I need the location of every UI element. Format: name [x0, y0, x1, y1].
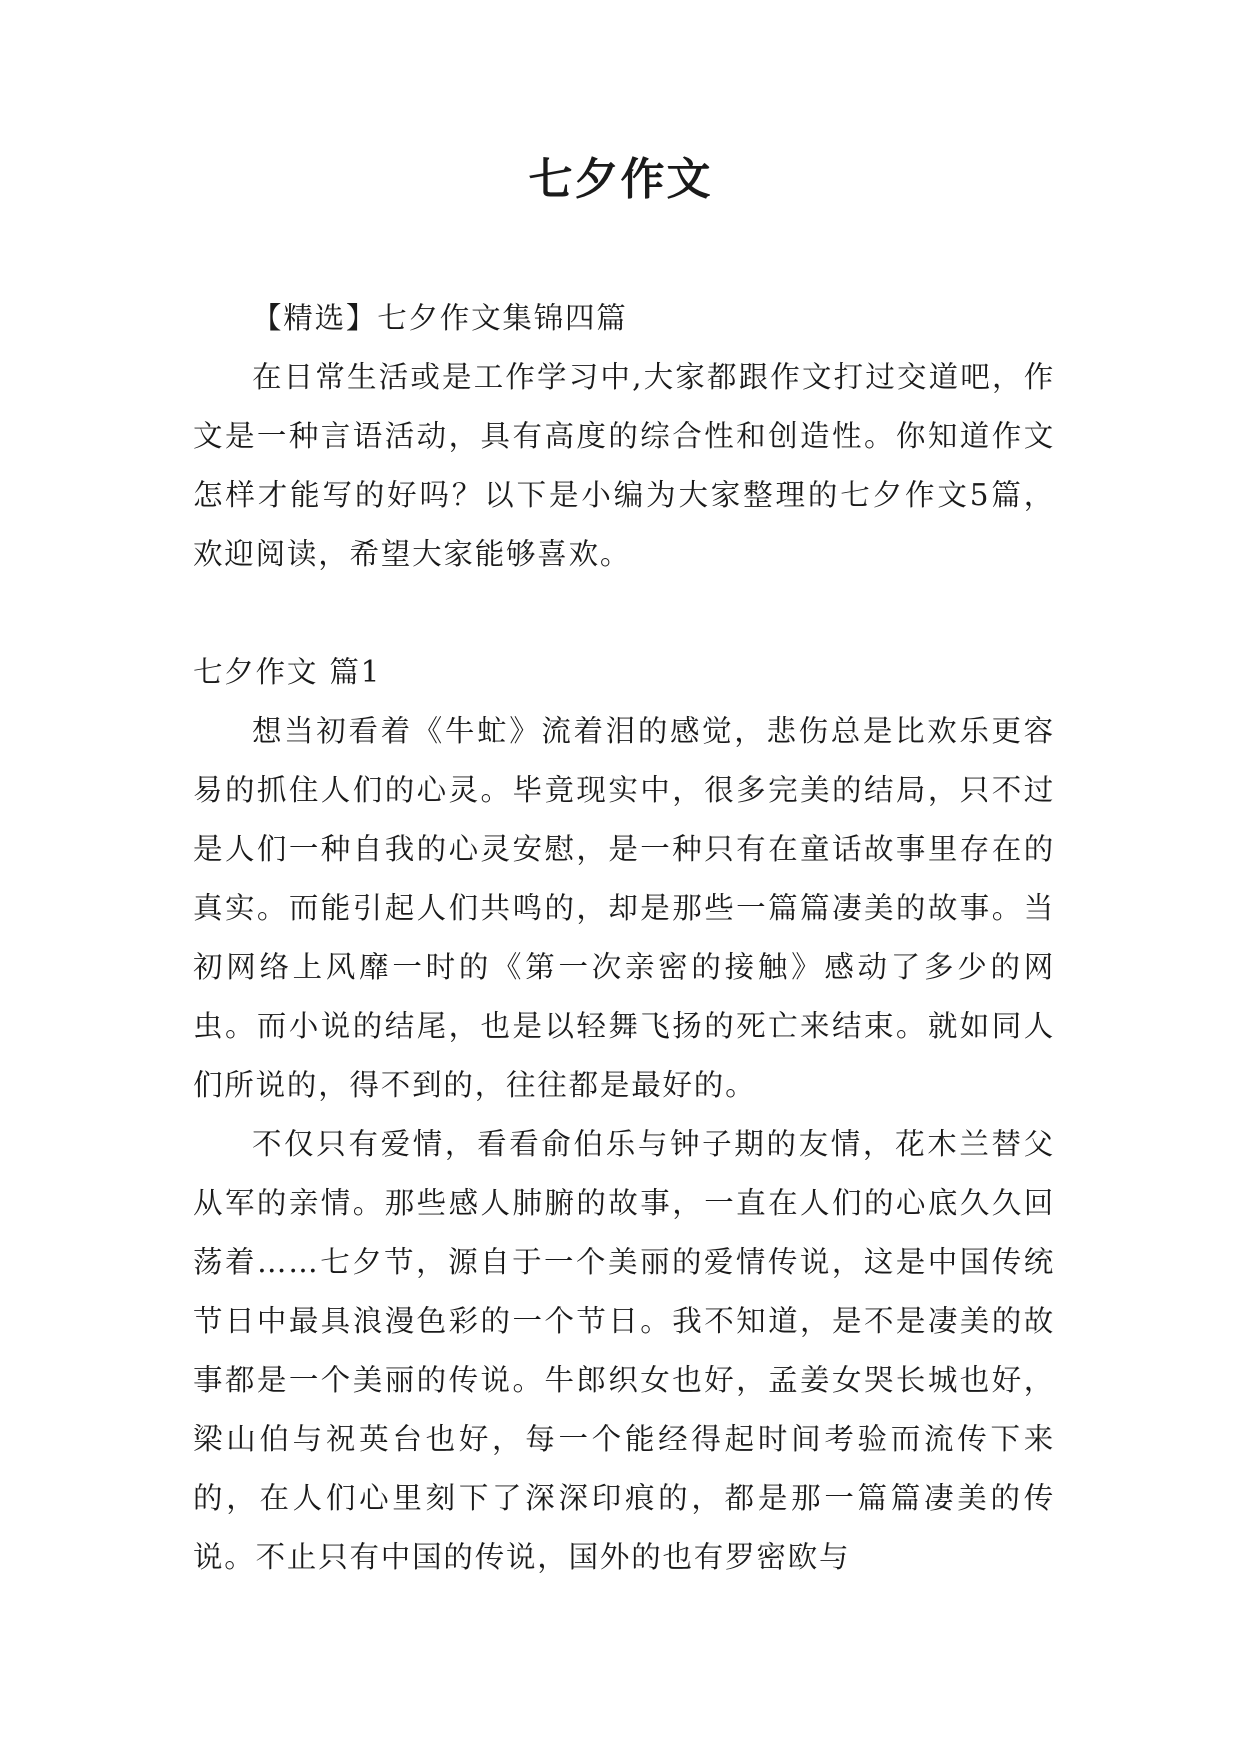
document-body	[193, 289, 1055, 1587]
intro-paragraph: 在日常生活或是工作学习中,大家都跟作文打过交道吧，作文是一种言语活动，具有高度的综合性和创造性。你知道作文怎样才能写的好吗？以下是小编为大家整理的七夕作文5篇，欢迎阅读，希望大家能够喜欢。	[193, 360, 1055, 571]
collection-subtitle: 【精选】七夕作文集锦四篇	[252, 301, 628, 335]
section-spacer	[193, 584, 1055, 643]
section-heading: 七夕作文 篇1	[193, 655, 382, 689]
document-title: 七夕作文	[528, 154, 713, 205]
body-paragraph: 想当初看着《牛虻》流着泪的感觉，悲伤总是比欢乐更容易的抓住人们的心灵。毕竟现实中，很多完美的结局，只不过是人们一种自我的心灵安慰，是一种只有在童话故事里存在的真实。而能引起人们共鸣的，却是那些一篇篇凄美的故事。当初网络上风靡一时的《第一次亲密的接触》感动了多少的网虫。而小说的结尾，也是以轻舞飞扬的死亡来结束。就如同人们所说的，得不到的，往往都是最好的。	[193, 714, 1055, 1102]
body-paragraph: 不仅只有爱情，看看俞伯乐与钟子期的友情，花木兰替父从军的亲情。那些感人肺腑的故事，一直在人们的心底久久回荡着……七夕节，源自于一个美丽的爱情传说，这是中国传统节日中最具浪漫色彩的一个节日。我不知道，是不是凄美的故事都是一个美丽的传说。牛郎织女也好，孟姜女哭长城也好，梁山伯与祝英台也好，每一个能经得起时间考验而流传下来的，在人们心里刻下了深深印痕的，都是那一篇篇凄美的传说。不止只有中国的传说，国外的也有罗密欧与	[193, 1127, 1055, 1574]
